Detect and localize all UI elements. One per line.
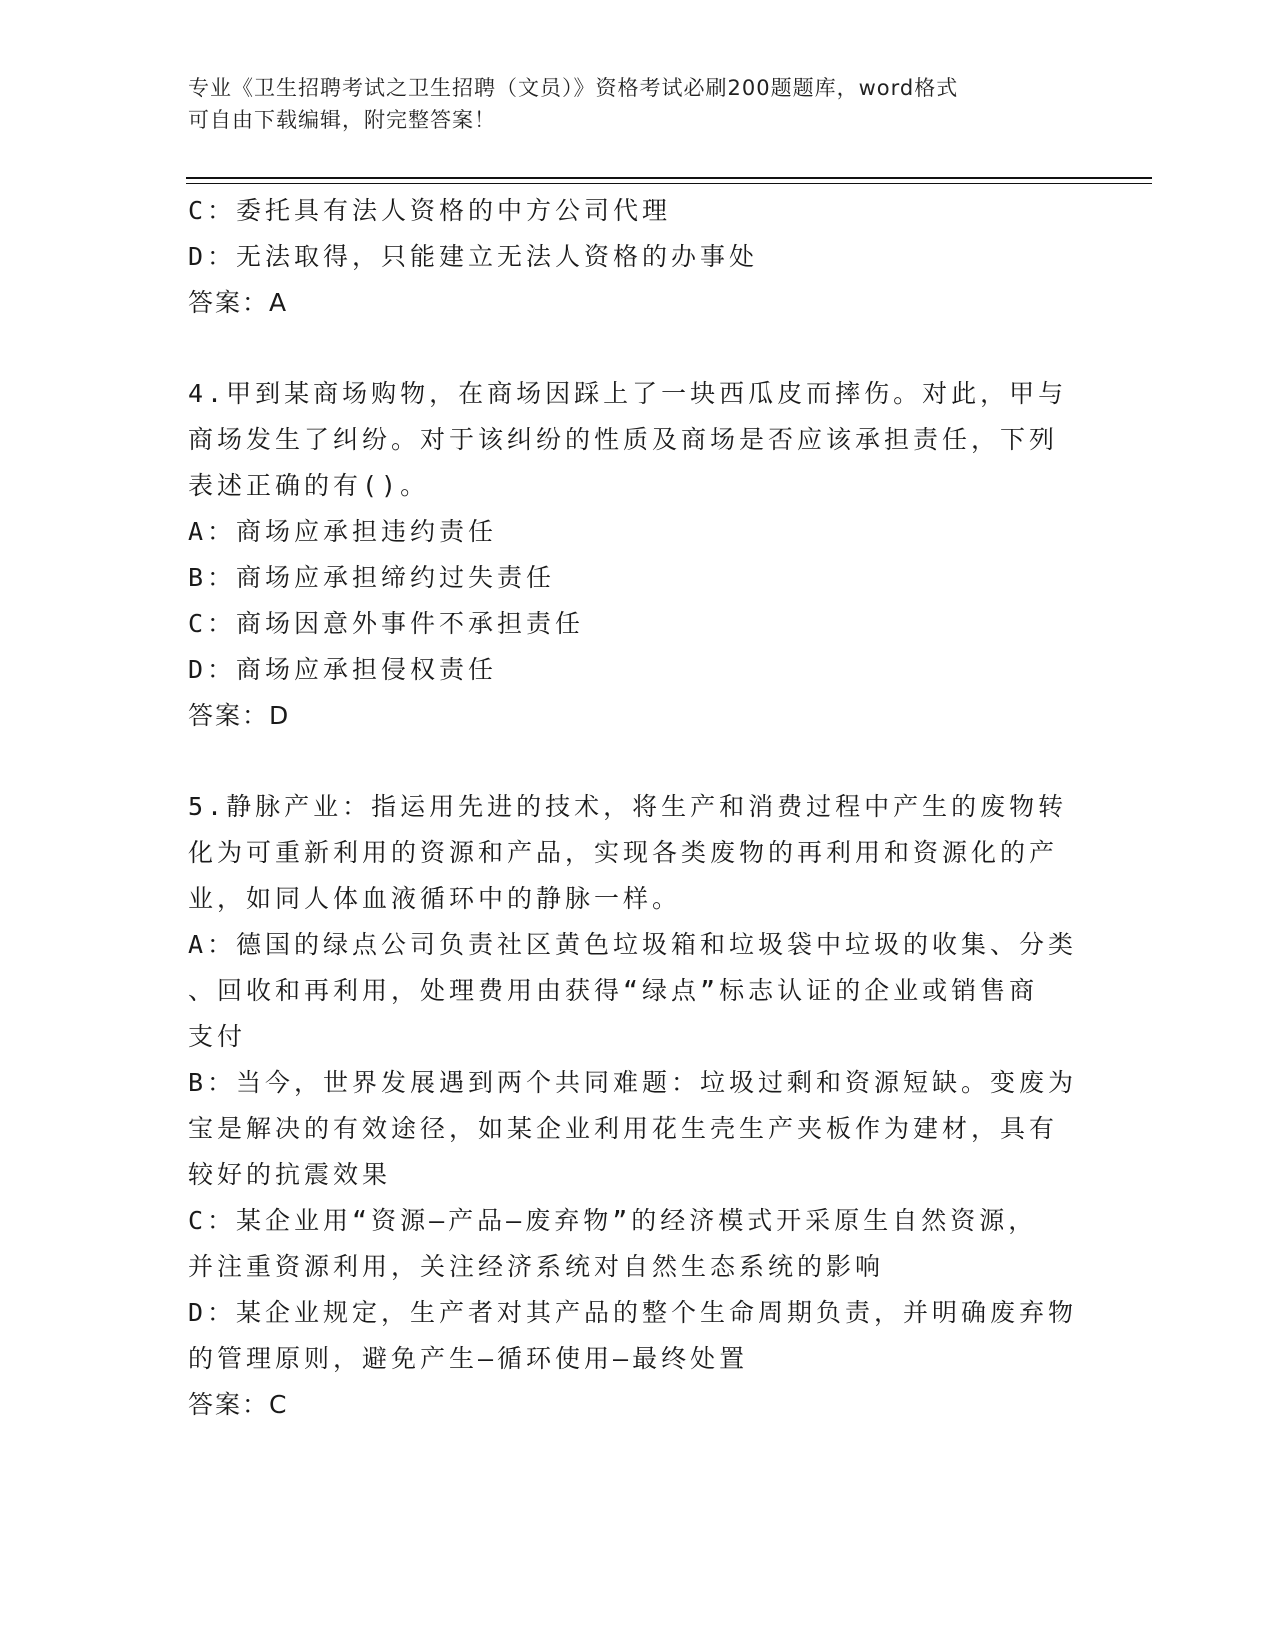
option-a: A：商场应承担违约责任 [188, 517, 498, 546]
question-text: 化为可重新利用的资源和产品，实现各类废物的再利用和资源化的产 [188, 838, 1059, 867]
option-b: B：商场应承担缔约过失责任 [188, 563, 556, 592]
option-a: A：德国的绿点公司负责社区黄色垃圾箱和垃圾袋中垃圾的收集、分类 [188, 930, 1078, 959]
option-b-continued: 宝是解决的有效途径，如某企业利用花生壳生产夹板作为建材，具有 [188, 1114, 1059, 1143]
question-block [188, 188, 1088, 326]
question-text: 业，如同人体血液循环中的静脉一样。 [188, 884, 682, 913]
question-text: 表述正确的有()。 [188, 471, 430, 500]
page-header [188, 72, 1068, 136]
question-text: 5.静脉产业：指运用先进的技术，将生产和消费过程中产生的废物转 [188, 792, 1068, 821]
question-text: 4.甲到某商场购物，在商场因踩上了一块西瓜皮而摔伤。对此，甲与 [188, 379, 1068, 408]
block-spacer [188, 326, 1088, 371]
option-c: C：某企业用“资源—产品—废弃物”的经济模式开采原生自然资源， [188, 1206, 1038, 1235]
answer-line: 答案：C [188, 1390, 289, 1419]
document-body [188, 188, 1088, 1428]
option-d: D：无法取得，只能建立无法人资格的办事处 [188, 242, 759, 271]
question-block [188, 371, 1088, 739]
option-b: B：当今，世界发展遇到两个共同难题：垃圾过剩和资源短缺。变废为 [188, 1068, 1078, 1097]
option-d: D：商场应承担侵权责任 [188, 655, 498, 684]
answer-line: 答案：D [188, 701, 291, 730]
header-line: 可自由下载编辑，附完整答案！ [188, 108, 496, 132]
header-rule-thick [186, 177, 1152, 179]
option-b-continued: 较好的抗震效果 [188, 1160, 392, 1189]
option-c: C：委托具有法人资格的中方公司代理 [188, 196, 672, 225]
answer-line: 答案：A [188, 288, 289, 317]
header-line: 专业《卫生招聘考试之卫生招聘（文员）》资格考试必刷200题题库，word格式 [188, 76, 959, 100]
option-d-continued: 的管理原则，避免产生—循环使用—最终处置 [188, 1344, 749, 1373]
question-block [188, 784, 1088, 1428]
header-rule-thin [186, 183, 1152, 184]
option-a-continued: 支付 [188, 1022, 247, 1051]
question-text: 商场发生了纠纷。对于该纠纷的性质及商场是否应该承担责任，下列 [188, 425, 1059, 454]
option-c: C：商场因意外事件不承担责任 [188, 609, 585, 638]
block-spacer [188, 739, 1088, 784]
option-d: D：某企业规定，生产者对其产品的整个生命周期负责，并明确废弃物 [188, 1298, 1078, 1327]
option-a-continued: 、回收和再利用，处理费用由获得“绿点”标志认证的企业或销售商 [188, 976, 1039, 1005]
option-c-continued: 并注重资源利用，关注经济系统对自然生态系统的影响 [188, 1252, 885, 1281]
